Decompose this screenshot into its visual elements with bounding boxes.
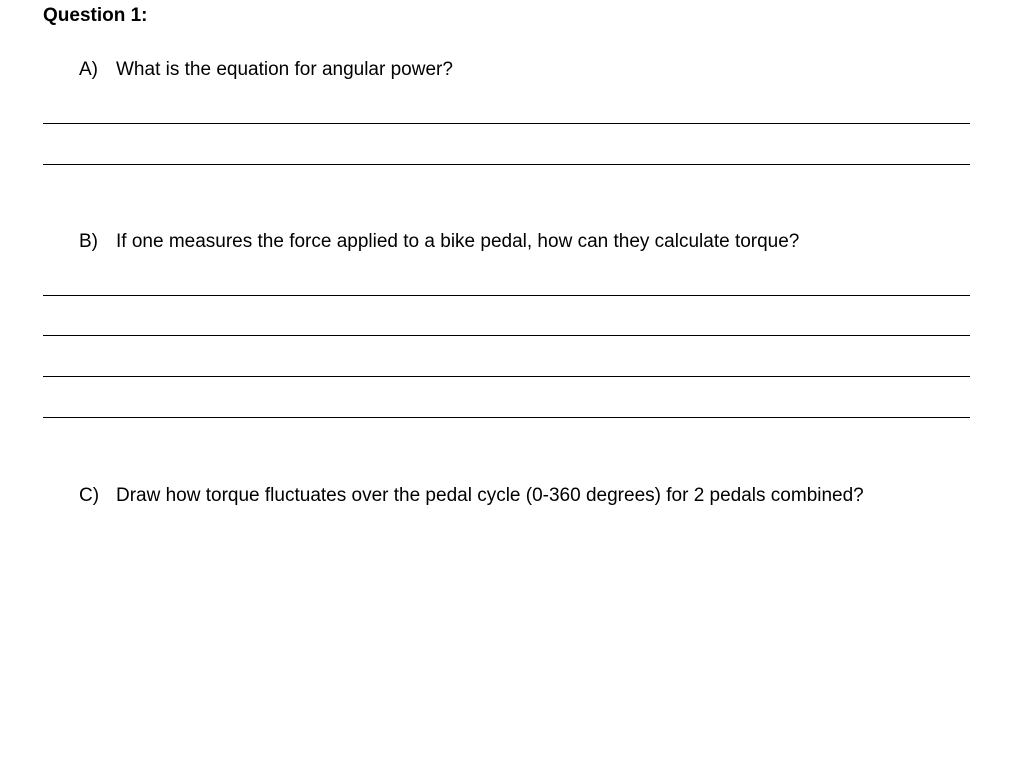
- answer-line-b-4[interactable]: [43, 417, 970, 418]
- answer-line-b-3[interactable]: [43, 376, 970, 377]
- answer-line-b-2[interactable]: [43, 335, 970, 336]
- question-heading: Question 1:: [43, 5, 148, 26]
- answer-line-a-1[interactable]: [43, 123, 970, 124]
- question-a-letter: A): [79, 59, 98, 80]
- drawing-area-c[interactable]: [43, 520, 970, 750]
- question-b-letter: B): [79, 231, 98, 252]
- question-c-letter: C): [79, 485, 100, 506]
- question-a: [79, 58, 453, 82]
- question-b-text: If one measures the force applied to a bike pedal, how can they calculate torque?: [116, 231, 800, 252]
- answer-line-b-1[interactable]: [43, 295, 970, 296]
- question-c-text: Draw how torque fluctuates over the pedal cycle (0-360 degrees) for 2 pedals combined?: [116, 485, 864, 506]
- answer-line-a-2[interactable]: [43, 164, 970, 165]
- question-c: [79, 484, 864, 508]
- question-a-text: What is the equation for angular power?: [116, 59, 453, 80]
- question-b: [79, 230, 799, 254]
